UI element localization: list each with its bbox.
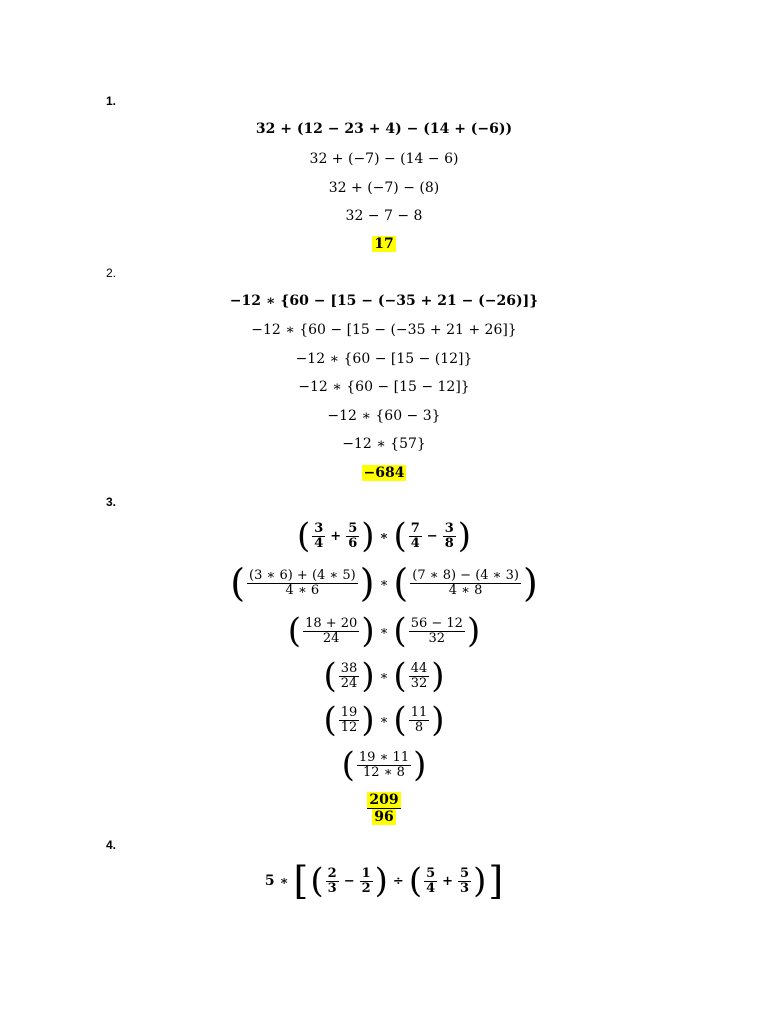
problem-4-step-1: 5 ∗ [ ( $\frac{2}{3}$ − $\frac{1}{2}$ ) ÷ ( $\frac{5}{4}$ + $\frac{5}{3}$ ) ] [264, 859, 504, 903]
problem-3-answer: $\frac{209}{96}$ [369, 792, 399, 825]
problem-2-answer-line [0, 465, 768, 481]
problem-2-step-4: −12 ∗ {60 − [15 − 12]} [298, 379, 470, 395]
problem-2-step-3: −12 ∗ {60 − [15 − (12]} [295, 351, 473, 367]
problem-3-step-5: ( $\frac{19}{12}$ ) ∗ ( $\frac{11}{8}$ ) [323, 700, 445, 740]
problem-3-step-4: ( $\frac{38}{24}$ ) ∗ ( $\frac{44}{32}$ ) [323, 656, 445, 696]
problem-3-step-6: ( $\frac{19 ∗ 11}{12 ∗ 8}$ ) [341, 745, 427, 785]
problem-3-step-3: ( $\frac{18 + 20}{24}$ ) ∗ ( $\frac{56 - 12}{32}$ ) [287, 611, 481, 651]
problem-2-step-2: −12 ∗ {60 − [15 − (−35 + 21 + 26]} [251, 322, 517, 338]
problem-2-step-1: −12 ∗ {60 − [15 − (−35 + 21 − (−26)]} [229, 293, 539, 309]
problem-1-number: 1. [106, 94, 117, 108]
problem-2-step-6: −12 ∗ {57} [342, 436, 426, 452]
problem-3-answer-line [0, 792, 768, 825]
problem-1-step-3: 32 + (−7) − (8) [328, 180, 440, 196]
problem-3-number: 3. [106, 495, 117, 509]
problem-2-number: 2. [106, 266, 117, 280]
problem-3-step-2: ( $\frac{(3 ∗ 6) + (4 ∗ 5)}{4 ∗ 6}$ ) ∗ ( $\frac{(7 ∗ 8) - (4 ∗ 3)}{4 ∗ 8}$ ) [230, 561, 538, 605]
problem-4-number: 4. [106, 838, 117, 852]
problem-3-step-1: ( $\frac{3}{4}$ + $\frac{5}{6}$ ) ∗ ( $\frac{7}{4}$ − $\frac{3}{8}$ ) [296, 516, 472, 556]
problem-1-step-4: 32 − 7 − 8 [345, 208, 423, 224]
problem-2-step-5: −12 ∗ {60 − 3} [327, 408, 441, 424]
problem-1-answer: 17 [374, 236, 394, 252]
problem-1-step-2: 32 + (−7) − (14 − 6) [309, 151, 459, 167]
problem-1-answer-line [0, 236, 768, 252]
problem-1-step-1: 32 + (12 − 23 + 4) − (14 + (−6)) [255, 121, 513, 137]
problem-2-answer: −684 [363, 465, 405, 481]
